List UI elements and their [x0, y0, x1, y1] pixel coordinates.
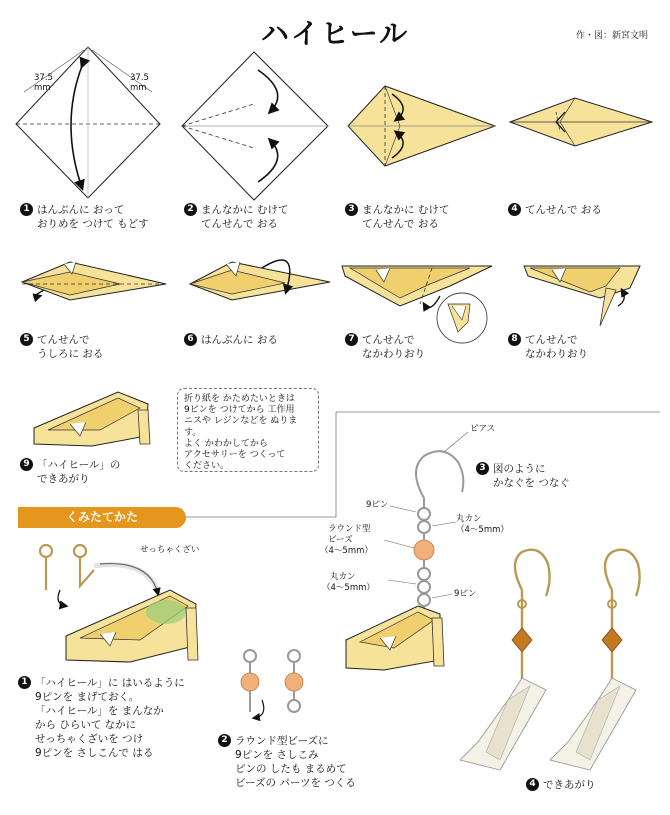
assembly-step-3-text: 3 図のように かなぐを つなぐ	[476, 462, 570, 490]
label-bead-size: （4〜5mm）	[320, 546, 373, 556]
step-9-text: 9 「ハイヒール」の できあがり	[20, 458, 120, 486]
step-5-text: 5 てんせんで うしろに おる	[20, 333, 103, 361]
assembly-step-2-text: 2 ラウンド型ビーズに 9ピンを さしこみ ピンの したも まるめて ビーズの パーツを つくる	[218, 734, 356, 790]
step-1-text: 1 はんぶんに おって おりめを つけて もどす	[20, 203, 149, 231]
step-3-text: 3 まんなかに むけて てんせんで おる	[345, 203, 449, 231]
step-8-diagram	[524, 266, 640, 326]
dim-left-unit: mm	[34, 83, 51, 93]
label-pin-top: 9ピン	[366, 500, 389, 510]
assembly-step-1-diagram	[40, 545, 198, 662]
step-9-diagram	[34, 392, 150, 446]
assembly-step-4-diagram	[460, 550, 640, 770]
label-bead: ラウンド型	[328, 524, 371, 534]
section-banner-assembly: くみたてかた	[18, 507, 186, 528]
step-8-text: 8 てんせんで なかわりおり	[508, 333, 588, 361]
dim-left-value: 37.5	[34, 73, 53, 83]
assembly-step-2-diagram	[241, 650, 303, 718]
step-7-diagram	[342, 266, 492, 343]
label-ring-bottom-size: （4〜5mm）	[322, 583, 375, 593]
label-bead-2: ビーズ	[328, 535, 353, 545]
tip-note: 折り紙を かためたいときは 9ピンを つけてから 工作用 ニスや レジンなどを ぬります。 よく かわかしてから アクセサリーを つくって ください。	[177, 388, 319, 472]
step-3-diagram	[348, 86, 495, 166]
page-title: ハイヒール	[260, 17, 410, 50]
step-6-diagram	[190, 260, 330, 300]
author-credit: 作・図：新宮文明	[575, 31, 648, 41]
assembly-step-1-text: 1 「ハイヒール」に はいるように 9ピンを まげておく。 「ハイヒール」を まんなか から ひらいて なかに せっちゃくざいを つけ 9ピンを さしこんで はる	[18, 676, 185, 760]
label-pierce: ピアス	[470, 424, 496, 434]
label-ring-top: 丸カン	[456, 514, 482, 524]
assembly-step-4-text: 4 できあがり	[526, 778, 596, 792]
step-6-text: 6 はんぶんに おる	[184, 333, 278, 347]
step-1-diagram	[16, 47, 160, 198]
label-pin-bottom: 9ピン	[454, 589, 477, 599]
label-ring-bottom: 丸カン	[330, 572, 356, 582]
step-7-text: 7 てんせんで なかわりおり	[345, 333, 425, 361]
dim-right-value: 37.5	[130, 73, 149, 83]
adhesive-label: せっちゃくざい	[140, 545, 200, 555]
step-4-text: 4 てんせんで おる	[508, 203, 602, 217]
label-ring-top-size: （4〜5mm）	[456, 525, 509, 535]
step-2-diagram	[182, 52, 328, 200]
step-4-diagram	[510, 98, 652, 146]
step-2-text: 2 まんなかに むけて てんせんで おる	[184, 203, 288, 231]
dim-right-unit: mm	[130, 83, 147, 93]
step-5-diagram	[22, 262, 166, 300]
